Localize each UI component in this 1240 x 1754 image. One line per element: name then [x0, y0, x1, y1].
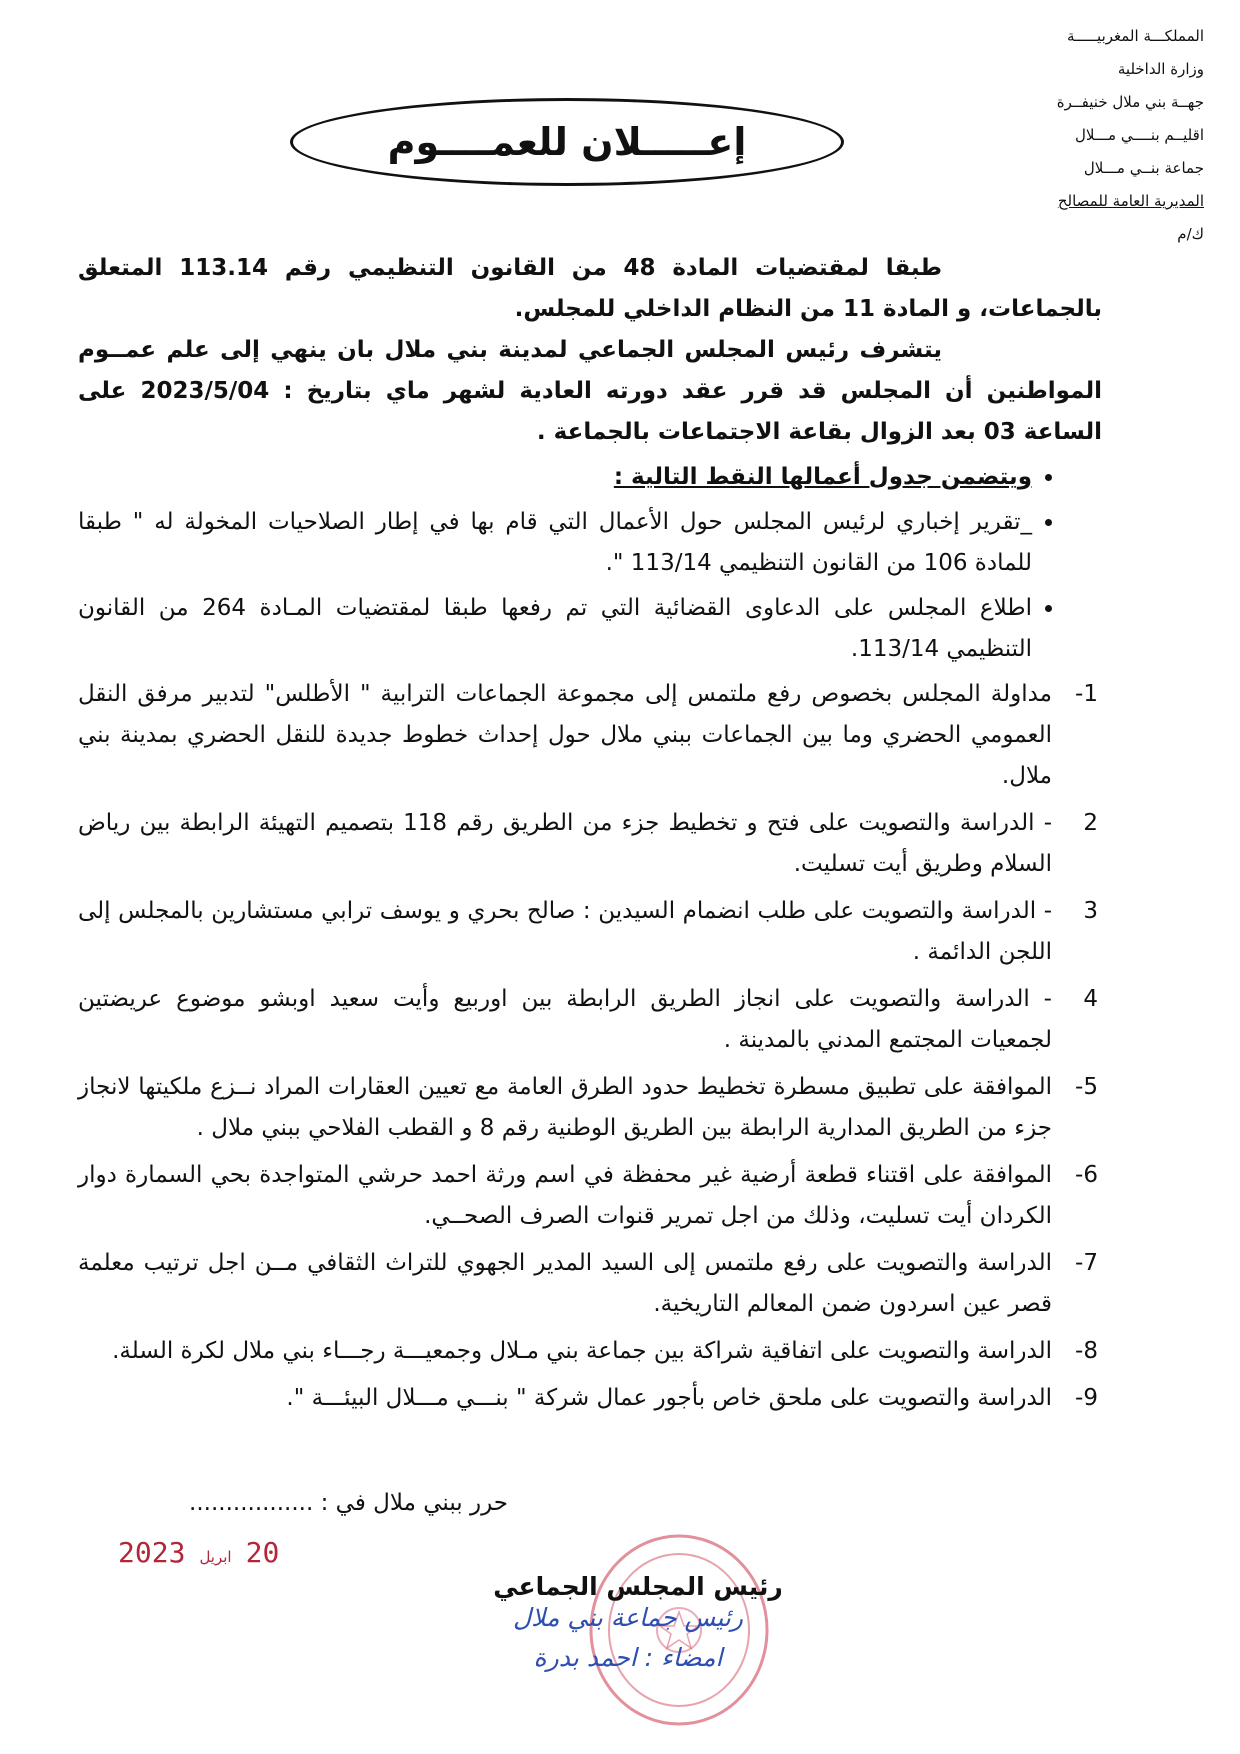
item-text: الدراسة والتصويت على ملحق خاص بأجور عمال شركة " بنـــي مـــلال البيئـــة ". — [286, 1385, 1052, 1411]
agenda-item-2 — [78, 803, 1102, 885]
header-directorate: المديرية العامة للمصالح — [1057, 192, 1204, 210]
stamp-year: 2023 — [118, 1536, 186, 1569]
agenda-item-6 — [78, 1155, 1102, 1237]
item-text: الدراسة والتصويت على رفع ملتمس إلى السيد المدير الجهوي للتراث الثقافي مــن اجل ترتيب معلمة قصر عين اسردون ضمن المعالم التاريخية. — [78, 1250, 1052, 1317]
made-in-line: حرر ببني ملال في : ................. — [189, 1490, 508, 1516]
item-number: 6- — [1075, 1162, 1098, 1188]
item-text: - الدراسة والتصويت على انجاز الطريق الرابطة بين اوربيع وأيت سعيد اوبشو موضوع عريضتين لجمعيات المجتمع المدني بالمدينة . — [78, 986, 1052, 1053]
president-title: رئيس المجلس الجماعي — [493, 1572, 783, 1601]
item-text: - الدراسة والتصويت على طلب انضمام السيدين : صالح بحري و يوسف ترابي مستشارين بالمجلس إلى اللجن الدائمة . — [78, 898, 1052, 965]
item-number: 4 — [1083, 986, 1098, 1012]
page-title — [290, 98, 844, 186]
title-text: إعـــــلان للعمــــوم — [387, 120, 747, 164]
bullet-item: • اطلاع المجلس على الدعاوى القضائية التي تم رفعها طبقا لمقتضيات المـادة 264 من القانون التنظيمي 113/14. — [78, 588, 1032, 670]
agenda-item-3 — [78, 891, 1102, 973]
agenda-item-8 — [78, 1331, 1102, 1372]
item-number: 8- — [1075, 1338, 1098, 1364]
item-number: 3 — [1083, 898, 1098, 924]
agenda-bullets — [78, 457, 1062, 670]
agenda-items — [78, 674, 1102, 1419]
agenda-item-5 — [78, 1067, 1102, 1149]
signature-line-1: رئيس جماعة بني ملال — [513, 1603, 743, 1632]
item-number: 2 — [1083, 810, 1098, 836]
item-number: 7- — [1075, 1250, 1098, 1276]
header-ministry: وزارة الداخلية — [1117, 60, 1204, 78]
agenda-lead-text: ويتضمن جدول أعمالها النقط التالية : — [613, 464, 1032, 490]
document-body — [78, 248, 1102, 1425]
header-commune: جماعة بنــي مـــلال — [1083, 159, 1204, 177]
item-text: - الدراسة والتصويت على فتح و تخطيط جزء من الطريق رقم 118 بتصميم التهيئة الرابطة بين رياض السلام وطريق أيت تسليت. — [78, 810, 1052, 877]
item-text: مداولة المجلس بخصوص رفع ملتمس إلى مجموعة الجماعات الترابية " الأطلس" لتدبير مرفق النقل العمومي الحضري وما بين الجماعات ببني ملال حول إحداث خطوط جديدة للنقل الحضري بمدينة بني ملال. — [78, 681, 1052, 789]
intro-paragraph-1: طبقا لمقتضيات المادة 48 من القانون التنظيمي رقم 113.14 المتعلق بالجماعات، و المادة 11 من النظام الداخلي للمجلس. — [78, 255, 1102, 322]
agenda-item-9 — [78, 1378, 1102, 1419]
item-text: الموافقة على تطبيق مسطرة تخطيط حدود الطرق العامة مع تعيين العقارات المراد نــزع ملكيتها لانجاز جزء من الطريق المدارية الرابطة بين الطريق الوطنية رقم 8 و القطب الفلاحي ببني ملال . — [78, 1074, 1052, 1141]
agenda-item-4 — [78, 979, 1102, 1061]
stamp-month: ابريل — [199, 1548, 232, 1566]
date-stamp — [118, 1536, 318, 1569]
stamp-day: 20 — [245, 1536, 280, 1569]
item-text: الدراسة والتصويت على اتفاقية شراكة بين جماعة بني مـلال وجمعيـــة رجـــاء بني ملال لكرة السلة. — [112, 1338, 1052, 1364]
item-number: 1- — [1075, 681, 1098, 707]
item-text: الموافقة على اقتناء قطعة أرضية غير محفظة في اسم ورثة احمد حرشي المتواجدة بحي السمارة دوار الكردان أيت تسليت، وذلك من اجل تمرير قنوات الصرف الصحــي. — [78, 1162, 1052, 1229]
header-region: جهــة بني ملال خنيفــرة — [1056, 93, 1204, 111]
signature-block — [488, 1598, 768, 1678]
header-ref: ك/م — [1177, 225, 1204, 243]
header-province: اقليــم بنــــي مـــلال — [1075, 126, 1204, 144]
agenda-item-1 — [78, 674, 1102, 797]
agenda-item-7 — [78, 1243, 1102, 1325]
item-number: 9- — [1075, 1385, 1098, 1411]
intro-paragraph-2: يتشرف رئيس المجلس الجماعي لمدينة بني ملال بان ينهي إلى علم عمــوم المواطنين أن المجلس قد قرر عقد دورته العادية لشهر ماي بتاريخ : 2023/5/04 على الساعة 03 بعد الزوال بقاعة الاجتماعات بالجماعة . — [78, 337, 1102, 445]
item-number: 5- — [1075, 1074, 1098, 1100]
agenda-lead — [78, 457, 1032, 498]
letterhead — [944, 20, 1204, 251]
signature-line-2: امضاء : احمد بدرة — [533, 1643, 723, 1672]
bullet-item: • _تقرير إخباري لرئيس المجلس حول الأعمال التي قام بها في إطار الصلاحيات المخولة له " طبقا للمادة 106 من القانون التنظيمي 113/14 ". — [78, 502, 1032, 584]
header-kingdom: المملكـــة المغربيـــــة — [1067, 27, 1204, 45]
